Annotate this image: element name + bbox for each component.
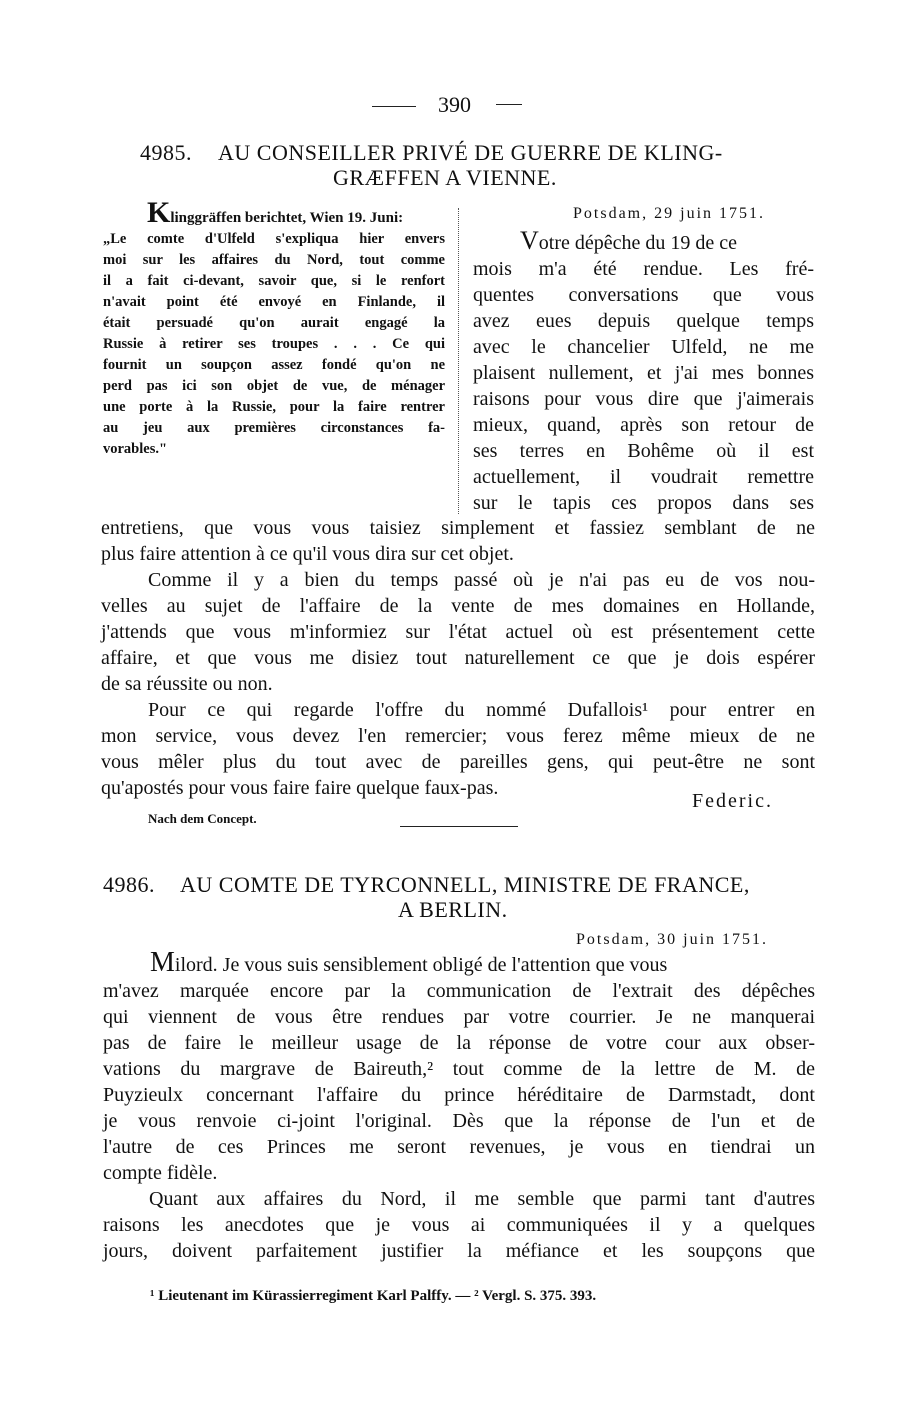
summary-line: une porte à la Russie, pour la faire rentrer: [103, 399, 445, 415]
body-line: actuellement, il voudrait remettre: [473, 466, 814, 488]
body-line: raisons les anecdotes que je vous ai communiquées il y a quelques: [103, 1214, 815, 1236]
summary-line: n'avait point été envoyé en Finlande, il: [103, 294, 445, 310]
summary-first-line: [147, 196, 404, 231]
body-line: Quant aux affaires du Nord, il me semble que parmi tant d'autres: [149, 1188, 815, 1210]
letter2-title-line2: A BERLIN.: [398, 897, 508, 922]
body-line: entretiens, que vous vous taisiez simplement et fassiez semblant de ne: [101, 517, 815, 539]
signature: Federic.: [692, 790, 773, 812]
body-line: qui viennent de vous être rendues par votre courrier. Je ne manquerai: [103, 1006, 815, 1028]
body-line: ses terres en Bohême où il est: [473, 440, 814, 462]
summary-line: était persuadé qu'on aurait engagé la: [103, 315, 445, 331]
page-number-rule-right: [496, 104, 522, 105]
body-line: pas de faire le meilleur usage de la réponse de votre cour aux obser-: [103, 1032, 815, 1054]
body-line: mois m'a été rendue. Les fré-: [473, 258, 814, 280]
summary-line: au jeu aux premières circonstances fa-: [103, 420, 445, 436]
body-line: plus faire attention à ce qu'il vous dira sur cet objet.: [101, 543, 514, 565]
summary-line: perd pas ici son objet de vue, de ménager: [103, 378, 445, 394]
body-first-text: otre dépêche du 19 de ce: [538, 232, 738, 254]
body-line: affaire, et que vous me disiez tout naturellement ce que je dois espérer: [101, 647, 815, 669]
body-line: mieux, quand, après son retour de: [473, 414, 814, 436]
summary-line: il a fait ci-devant, savoir que, si le renfort: [103, 273, 445, 289]
body-line: qu'apostés pour vous faire faire quelque faux-pas.: [101, 777, 499, 799]
body-line: velles au sujet de l'affaire de la vente de mes domaines en Hollande,: [101, 595, 815, 617]
body-line: avez eues depuis quelque temps: [473, 310, 814, 332]
summary-line: fournit un soupçon assez fondé qu'on ne: [103, 357, 445, 373]
summary-line: „Le comte d'Ulfeld s'expliqua hier envers: [103, 231, 445, 247]
letter2-first-line: [150, 947, 815, 978]
summary-line: moi sur les affaires du Nord, tout comme: [103, 252, 445, 268]
body-line: plaisent nullement, et j'ai mes bonnes: [473, 362, 814, 384]
section-rule: [400, 826, 518, 827]
column-divider: [458, 208, 459, 514]
source-note: Nach dem Concept.: [148, 811, 257, 826]
letter-title-line1: AU CONSEILLER PRIVÉ DE GUERRE DE KLING-: [218, 140, 723, 165]
letter2-title-line1: AU COMTE DE TYRCONNELL, MINISTRE DE FRANCE,: [180, 872, 750, 897]
page-number: 390: [438, 92, 471, 117]
place-date-2: Potsdam, 30 juin 1751.: [576, 931, 769, 948]
body-line: l'autre de ces Princes me seront revenues, je vous en tiendrai un: [103, 1136, 815, 1158]
body-first-line: [520, 226, 738, 256]
body-line: Pour ce qui regarde l'offre du nommé Dufallois¹ pour entrer en: [148, 699, 815, 721]
body-line: je vous renvoie ci-joint l'original. Dès que la réponse de l'un et de: [103, 1110, 815, 1132]
body-line: Comme il y a bien du temps passé où je n'ai pas eu de vos nou-: [148, 569, 815, 591]
footnotes: ¹ Lieutenant im Kürassierregiment Karl Palffy. — ² Vergl. S. 375. 393.: [150, 1288, 597, 1304]
page-number-rule-left: [372, 106, 416, 107]
letter-number: 4985.: [140, 140, 192, 165]
body-line: compte fidèle.: [103, 1162, 218, 1184]
letter2-first-text: ilord. Je vous suis sensiblement obligé de l'attention que vous: [174, 954, 668, 976]
body-line: vous mêler plus du tout avec de pareilles gens, qui peut-être ne sont: [101, 751, 815, 773]
body-line: j'attends que vous m'informiez sur l'état actuel où est présentement cette: [101, 621, 815, 643]
letter2-number: 4986.: [103, 872, 155, 897]
body-line: sur le tapis ces propos dans ses: [473, 492, 814, 514]
summary-dropcap: K: [147, 196, 171, 229]
body-line: de sa réussite ou non.: [101, 673, 273, 695]
summary-last-line: vorables.": [103, 441, 168, 457]
body-line: quentes conversations que vous: [473, 284, 814, 306]
body-line: Puyzieulx concernant l'affaire du prince héréditaire de Darmstadt, dont: [103, 1084, 815, 1106]
summary-line: Russie à retirer ses troupes . . . Ce qui: [103, 336, 445, 352]
body-line: avec le chancelier Ulfeld, ne me: [473, 336, 814, 358]
letter-title-line2: GRÆFFEN A VIENNE.: [333, 165, 557, 190]
body-line: mon service, vous devez l'en remercier; vous ferez même mieux de ne: [101, 725, 815, 747]
body-line: m'avez marquée encore par la communication de l'extrait des dépêches: [103, 980, 815, 1002]
place-date-1: Potsdam, 29 juin 1751.: [573, 205, 766, 222]
body-line: vations du margrave de Baireuth,² tout comme de la lettre de M. de: [103, 1058, 815, 1080]
body-dropcap: V: [520, 226, 539, 255]
body-line: raisons pour vous dire que j'aimerais: [473, 388, 814, 410]
summary-intro: linggräffen berichtet, Wien 19. Juni:: [170, 210, 404, 226]
body-line: jours, doivent parfaitement justifier la méfiance et les soupçons que: [103, 1240, 815, 1262]
letter2-dropcap: M: [150, 947, 175, 978]
